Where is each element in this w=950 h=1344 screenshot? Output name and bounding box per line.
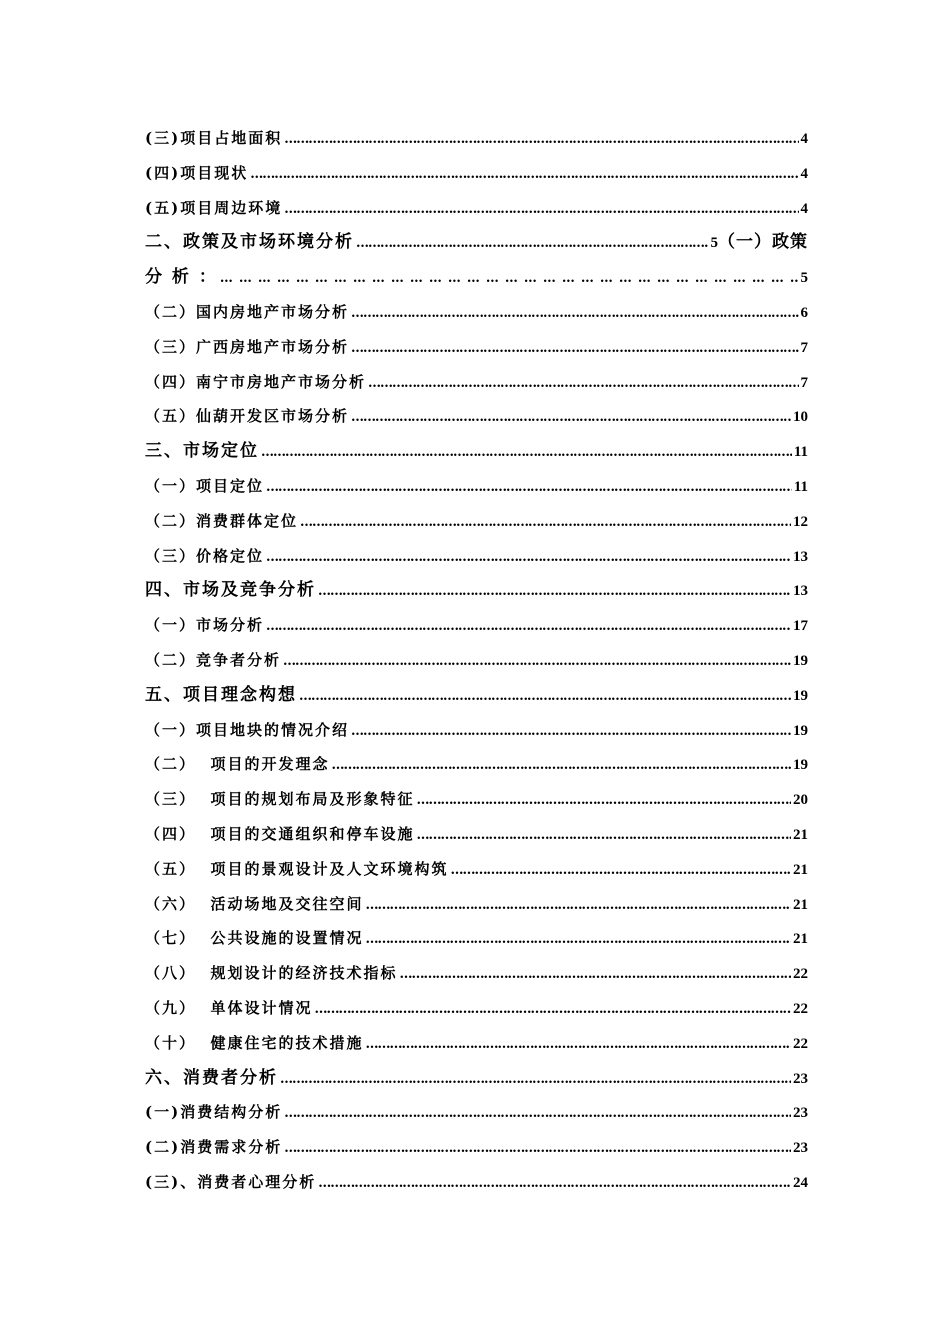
- toc-entry-page: 7: [800, 374, 808, 391]
- toc-entry-title: 六、消费者分析: [145, 1067, 278, 1088]
- toc-entry-title: (五)项目周边环境: [145, 198, 283, 217]
- toc-entry[interactable]: [145, 956, 808, 991]
- toc-entry-page: 23: [793, 1070, 808, 1087]
- toc-entry-title: （一）项目定位: [145, 476, 265, 495]
- dot-leader: [284, 193, 798, 226]
- toc-entry-page: 4: [800, 165, 808, 182]
- toc-entry-title: （七） 公共设施的设置情况: [145, 929, 364, 948]
- toc-entry[interactable]: [145, 365, 808, 400]
- toc-entry[interactable]: [145, 434, 808, 469]
- toc-entry[interactable]: [145, 817, 808, 852]
- dot-leader: [351, 332, 798, 365]
- dot-leader: [266, 471, 792, 504]
- toc-entry-title: (三)、消费者心理分析: [145, 1172, 317, 1191]
- toc-entry[interactable]: [145, 295, 808, 330]
- dot-leader: [266, 610, 791, 643]
- toc-entry[interactable]: [145, 1095, 808, 1130]
- toc-entry-page: 5: [710, 235, 718, 252]
- toc-entry-page: 5: [800, 270, 808, 287]
- toc-entry-page: 10: [793, 409, 808, 426]
- dot-leader: [299, 680, 791, 713]
- toc-entry[interactable]: [145, 1026, 808, 1061]
- dot-leader: [351, 715, 791, 748]
- toc-entry-page: 23: [793, 1140, 808, 1157]
- toc-entry-page: 20: [793, 792, 808, 809]
- dot-leader: [314, 993, 791, 1026]
- dot-leader: [266, 541, 791, 574]
- dot-leader: [284, 123, 798, 156]
- toc-entry-trail: （一）政策: [718, 232, 808, 253]
- toc-entry[interactable]: [145, 747, 808, 782]
- toc-entry-title: （一）市场分析: [145, 616, 265, 635]
- toc-entry-title: （九） 单体设计情况: [145, 998, 313, 1017]
- toc-entry-page: 24: [793, 1174, 808, 1191]
- toc-entry-page: 4: [800, 200, 808, 217]
- toc-entry-page: 19: [793, 757, 808, 774]
- toc-entry[interactable]: [145, 469, 808, 504]
- dot-leader: [250, 158, 798, 191]
- toc-entry[interactable]: [145, 121, 808, 156]
- toc-entry-page: 4: [800, 131, 808, 147]
- toc-entry-title: （三）价格定位: [145, 546, 265, 565]
- toc-entry-title: 二、政策及市场环境分析: [145, 232, 354, 253]
- dot-leader: [280, 1063, 791, 1096]
- toc-entry-page: 21: [793, 931, 808, 948]
- toc-entry-page: 23: [793, 1105, 808, 1122]
- toc-entry-title: (一)消费结构分析: [145, 1103, 283, 1122]
- toc-entry-title: （二）消费群体定位: [145, 511, 299, 530]
- toc-entry[interactable]: [145, 991, 808, 1026]
- toc-entry-title: （一）项目地块的情况介绍: [145, 720, 350, 739]
- toc-entry-page: 19: [793, 722, 808, 739]
- toc-entry[interactable]: [145, 921, 808, 956]
- toc-entry[interactable]: [145, 1061, 808, 1096]
- dot-leader: [283, 645, 791, 678]
- dot-leader: [416, 819, 791, 852]
- toc-entry-title: （四） 项目的交通组织和停车设施: [145, 824, 415, 843]
- dot-leader: [284, 1097, 791, 1130]
- toc-entry-title: 分 析 ：: [145, 267, 218, 288]
- toc-entry-page: 13: [793, 548, 808, 565]
- toc-entry-title: 三、市场定位: [145, 441, 259, 462]
- toc-entry-title: （六） 活动场地及交往空间: [145, 894, 364, 913]
- toc-entry[interactable]: [145, 330, 808, 365]
- dot-leader: [220, 262, 799, 295]
- toc-entry[interactable]: [145, 1130, 808, 1165]
- toc-entry[interactable]: [145, 156, 808, 191]
- toc-entry-title: 四、市场及竞争分析: [145, 580, 316, 601]
- toc-entry[interactable]: [145, 678, 808, 713]
- toc-entry[interactable]: [145, 782, 808, 817]
- toc-entry-title: (二)消费需求分析: [145, 1138, 283, 1157]
- dot-leader: [318, 575, 791, 608]
- toc-entry-title: （三）广西房地产市场分析: [145, 337, 350, 356]
- table-of-contents: [145, 121, 808, 1200]
- toc-entry-page: 19: [793, 652, 808, 669]
- toc-entry-page: 12: [793, 513, 808, 530]
- dot-leader: [399, 958, 791, 991]
- toc-entry[interactable]: [145, 1165, 808, 1200]
- toc-entry-title: 五、项目理念构想: [145, 684, 297, 705]
- toc-entry-title: (四)项目现状: [145, 163, 249, 182]
- toc-entry-page: 13: [793, 583, 808, 600]
- toc-entry-title: （八） 规划设计的经济技术指标: [145, 964, 398, 983]
- toc-entry-page: 6: [800, 304, 808, 321]
- toc-entry[interactable]: [145, 191, 808, 226]
- toc-entry-title: （三） 项目的规划布局及形象特征: [145, 790, 415, 809]
- toc-entry-page: 22: [793, 1035, 808, 1052]
- toc-entry-title: （五） 项目的景观设计及人文环境构筑: [145, 859, 449, 878]
- toc-entry[interactable]: [145, 887, 808, 922]
- toc-entry-title: (三)项目占地面积: [145, 129, 283, 147]
- toc-entry-page: 21: [793, 826, 808, 843]
- toc-entry[interactable]: [145, 539, 808, 574]
- dot-leader: [351, 297, 798, 330]
- toc-entry[interactable]: [145, 643, 808, 678]
- dot-leader: [284, 1132, 791, 1165]
- toc-entry-page: 19: [793, 687, 808, 704]
- toc-entry[interactable]: [145, 260, 808, 295]
- dot-leader: [351, 401, 791, 434]
- dot-leader: [300, 506, 791, 539]
- toc-entry-page: 22: [793, 966, 808, 983]
- toc-entry-page: 21: [793, 896, 808, 913]
- dot-leader: [331, 749, 791, 782]
- toc-entry-page: 17: [793, 618, 808, 635]
- toc-entry-title: （二）竞争者分析: [145, 650, 282, 669]
- toc-entry-title: （二） 项目的开发理念: [145, 755, 330, 774]
- toc-entry[interactable]: [145, 608, 808, 643]
- dot-leader: [365, 889, 791, 922]
- dot-leader: [356, 227, 709, 260]
- dot-leader: [318, 1167, 791, 1200]
- toc-entry[interactable]: [145, 852, 808, 887]
- toc-entry-page: 7: [800, 339, 808, 356]
- toc-entry-page: 11: [793, 478, 808, 495]
- dot-leader: [365, 923, 791, 956]
- toc-entry-title: （四）南宁市房地产市场分析: [145, 372, 367, 391]
- toc-entry[interactable]: [145, 504, 808, 539]
- dot-leader: [365, 1028, 791, 1061]
- dot-leader: [261, 436, 792, 469]
- toc-entry[interactable]: [145, 225, 808, 260]
- toc-entry-title: （二）国内房地产市场分析: [145, 302, 350, 321]
- dot-leader: [416, 784, 791, 817]
- toc-entry[interactable]: [145, 573, 808, 608]
- toc-entry-page: 11: [793, 444, 808, 461]
- toc-entry[interactable]: [145, 399, 808, 434]
- toc-entry-title: （五）仙葫开发区市场分析: [145, 407, 350, 426]
- toc-entry-title: （十） 健康住宅的技术措施: [145, 1033, 364, 1052]
- toc-entry-page: 21: [793, 861, 808, 878]
- dot-leader: [450, 854, 791, 887]
- toc-entry[interactable]: [145, 713, 808, 748]
- toc-entry-page: 22: [793, 1000, 808, 1017]
- dot-leader: [368, 367, 798, 400]
